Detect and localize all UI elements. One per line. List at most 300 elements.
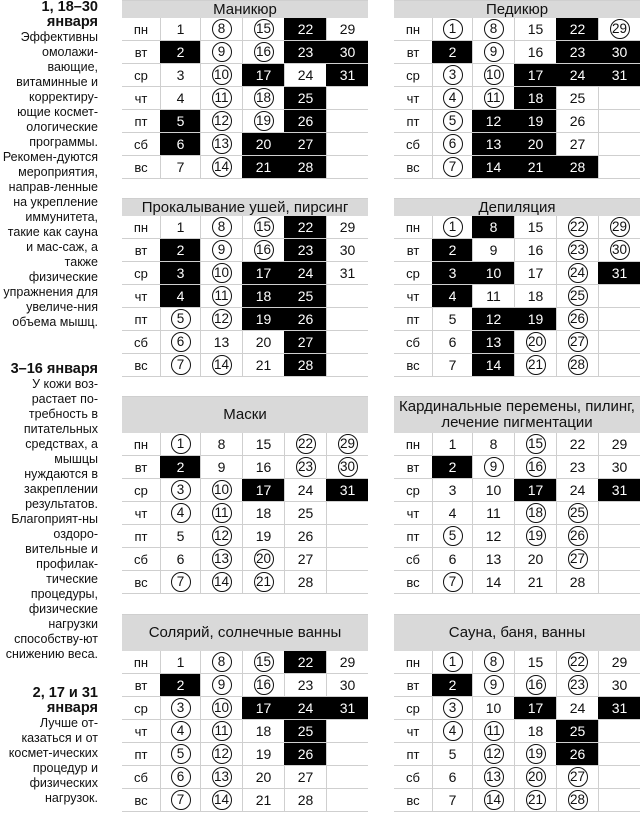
unfavorable-day <box>160 110 200 132</box>
day-number: 5 <box>171 309 191 329</box>
day-number: 15 <box>527 219 544 235</box>
day-number: 15 <box>527 21 544 37</box>
day-number: 28 <box>297 792 314 808</box>
day-number: 7 <box>171 572 191 592</box>
day-number: 13 <box>212 767 232 787</box>
day-number: 18 <box>255 723 272 739</box>
calendar-panel <box>122 0 368 179</box>
favorable-day <box>200 41 242 63</box>
neutral-day <box>472 502 514 524</box>
unfavorable-day <box>160 133 200 155</box>
day-number: 11 <box>484 88 504 108</box>
day-number: 17 <box>527 482 544 498</box>
favorable-day <box>160 697 200 719</box>
day-number: 2 <box>176 44 185 60</box>
day-number: 18 <box>254 88 274 108</box>
day-number: 11 <box>212 503 232 523</box>
day-number: 24 <box>297 67 314 83</box>
favorable-day <box>514 766 556 788</box>
weekday-label: чт <box>406 505 420 521</box>
favorable-day <box>432 697 472 719</box>
calendar-week-row <box>122 133 368 156</box>
day-number: 11 <box>212 88 232 108</box>
neutral-day <box>598 456 640 478</box>
unfavorable-day <box>598 479 640 501</box>
unfavorable-day <box>514 87 556 109</box>
neutral-day <box>326 571 368 593</box>
weekday-label: пт <box>406 311 420 327</box>
note-block-1 <box>0 0 98 330</box>
unfavorable-day <box>514 156 556 178</box>
day-number: 4 <box>443 721 463 741</box>
neutral-day <box>326 674 368 696</box>
day-number: 1 <box>176 219 185 235</box>
unfavorable-day <box>284 743 326 765</box>
neutral-day <box>472 571 514 593</box>
day-number: 12 <box>212 111 232 131</box>
weekday-label: пт <box>134 311 148 327</box>
day-number: 7 <box>443 572 463 592</box>
neutral-day <box>598 87 640 109</box>
day-number: 15 <box>527 654 544 670</box>
note-title-3: 2, 17 и 31 января <box>32 685 98 716</box>
day-number: 16 <box>526 457 546 477</box>
day-number: 4 <box>176 90 185 106</box>
weekday-label: сб <box>406 769 420 785</box>
neutral-day <box>284 674 326 696</box>
favorable-day <box>432 216 472 238</box>
day-number: 1 <box>176 654 185 670</box>
unfavorable-day <box>432 239 472 261</box>
neutral-day <box>284 502 326 524</box>
neutral-day <box>598 789 640 811</box>
calendar-week-row <box>122 216 368 239</box>
day-number: 6 <box>443 134 463 154</box>
favorable-day <box>514 502 556 524</box>
calendar-week-row <box>394 525 640 548</box>
day-number: 28 <box>568 790 588 810</box>
favorable-day <box>200 64 242 86</box>
day-number: 17 <box>255 265 272 281</box>
neutral-day <box>514 18 556 40</box>
day-number: 19 <box>527 113 544 129</box>
day-number: 2 <box>448 459 457 475</box>
weekday-label: вс <box>134 357 148 373</box>
unfavorable-day <box>556 64 598 86</box>
day-number: 16 <box>254 675 274 695</box>
calendar-week-row <box>122 502 368 525</box>
neutral-day <box>514 41 556 63</box>
day-number: 21 <box>526 790 546 810</box>
neutral-day <box>472 239 514 261</box>
favorable-day <box>242 651 284 673</box>
neutral-day <box>284 548 326 570</box>
neutral-day <box>598 502 640 524</box>
neutral-day <box>598 743 640 765</box>
neutral-day <box>284 525 326 547</box>
neutral-day <box>284 64 326 86</box>
day-number: 1 <box>443 19 463 39</box>
day-number: 28 <box>297 574 314 590</box>
favorable-day <box>472 766 514 788</box>
calendar-week-row <box>394 433 640 456</box>
weekday-label: чт <box>134 505 148 521</box>
favorable-day <box>326 456 368 478</box>
weekday-label: вт <box>134 242 148 258</box>
neutral-day <box>242 789 284 811</box>
day-number: 22 <box>569 436 586 452</box>
neutral-day <box>326 651 368 673</box>
calendar-week-row <box>394 720 640 743</box>
day-number: 21 <box>255 357 272 373</box>
day-number: 25 <box>569 90 586 106</box>
day-number: 4 <box>176 288 185 304</box>
neutral-day <box>326 331 368 353</box>
favorable-day <box>432 87 472 109</box>
favorable-day <box>242 239 284 261</box>
favorable-day <box>200 697 242 719</box>
day-number: 16 <box>255 459 272 475</box>
calendar-week-row <box>394 133 640 156</box>
neutral-day <box>242 433 284 455</box>
calendar-week-row <box>394 697 640 720</box>
unfavorable-day <box>472 331 514 353</box>
calendar-week-row <box>394 479 640 502</box>
day-number: 20 <box>526 767 546 787</box>
day-number: 29 <box>610 19 630 39</box>
day-number: 9 <box>489 242 498 258</box>
favorable-day <box>160 743 200 765</box>
unfavorable-day <box>284 41 326 63</box>
day-number: 27 <box>569 136 586 152</box>
favorable-day <box>200 354 242 376</box>
favorable-day <box>200 548 242 570</box>
neutral-day <box>326 548 368 570</box>
unfavorable-day <box>472 262 514 284</box>
day-number: 21 <box>527 574 544 590</box>
unfavorable-day <box>598 262 640 284</box>
unfavorable-day <box>432 262 472 284</box>
neutral-day <box>326 87 368 109</box>
favorable-day <box>514 525 556 547</box>
day-number: 20 <box>526 332 546 352</box>
weekday-label: ср <box>406 482 420 498</box>
calendar-week-row <box>394 110 640 133</box>
calendar-week-row <box>122 308 368 331</box>
favorable-day <box>556 262 598 284</box>
neutral-day <box>326 502 368 524</box>
neutral-day <box>242 720 284 742</box>
neutral-day <box>326 525 368 547</box>
weekday-label: чт <box>134 288 148 304</box>
favorable-day <box>556 502 598 524</box>
day-number: 19 <box>526 526 546 546</box>
day-number: 17 <box>255 67 272 83</box>
day-number: 21 <box>255 792 272 808</box>
weekday-label: сб <box>406 551 420 567</box>
day-number: 7 <box>171 790 191 810</box>
day-number: 3 <box>171 698 191 718</box>
unfavorable-day <box>598 41 640 63</box>
neutral-day <box>242 456 284 478</box>
day-number: 30 <box>610 240 630 260</box>
neutral-day <box>326 285 368 307</box>
favorable-day <box>160 308 200 330</box>
neutral-day <box>242 525 284 547</box>
weekday-label: ср <box>134 67 148 83</box>
day-number: 18 <box>527 288 544 304</box>
day-number: 28 <box>297 357 314 373</box>
day-number: 30 <box>339 677 356 693</box>
neutral-day <box>556 110 598 132</box>
unfavorable-day <box>284 697 326 719</box>
calendar-week-row <box>394 18 640 41</box>
day-number: 17 <box>527 265 544 281</box>
neutral-day <box>598 331 640 353</box>
neutral-day <box>472 548 514 570</box>
calendar-week-row <box>122 720 368 743</box>
day-number: 14 <box>485 574 502 590</box>
favorable-day <box>200 720 242 742</box>
neutral-day <box>598 571 640 593</box>
unfavorable-day <box>432 41 472 63</box>
day-number: 19 <box>255 311 272 327</box>
neutral-day <box>514 548 556 570</box>
day-number: 15 <box>254 652 274 672</box>
day-number: 9 <box>212 675 232 695</box>
favorable-day <box>514 743 556 765</box>
day-number: 10 <box>212 480 232 500</box>
calendar-week-row <box>394 571 640 594</box>
day-number: 28 <box>569 574 586 590</box>
day-number: 28 <box>297 159 314 175</box>
day-number: 31 <box>339 700 356 716</box>
day-number: 25 <box>568 286 588 306</box>
day-number: 12 <box>485 528 502 544</box>
day-number: 30 <box>611 677 628 693</box>
weekday-label: чт <box>134 723 148 739</box>
day-number: 26 <box>297 746 314 762</box>
neutral-day <box>598 308 640 330</box>
day-number: 8 <box>484 652 504 672</box>
calendar-title: Маникюр <box>122 1 368 18</box>
day-number: 5 <box>171 744 191 764</box>
day-number: 13 <box>485 334 502 350</box>
favorable-day <box>432 525 472 547</box>
favorable-day <box>200 651 242 673</box>
day-number: 19 <box>527 311 544 327</box>
favorable-day <box>160 789 200 811</box>
favorable-day <box>200 18 242 40</box>
day-number: 17 <box>255 482 272 498</box>
weekday-label: пн <box>133 21 149 37</box>
neutral-day <box>326 262 368 284</box>
favorable-day <box>200 216 242 238</box>
neutral-day <box>200 433 242 455</box>
neutral-day <box>598 548 640 570</box>
favorable-day <box>556 651 598 673</box>
unfavorable-day <box>326 64 368 86</box>
neutral-day <box>284 789 326 811</box>
favorable-day <box>160 479 200 501</box>
weekday-label: вт <box>406 242 420 258</box>
neutral-day <box>326 354 368 376</box>
weekday-label: ср <box>134 265 148 281</box>
weekday-label: пн <box>405 21 421 37</box>
day-number: 10 <box>485 700 502 716</box>
neutral-day <box>598 285 640 307</box>
favorable-day <box>556 354 598 376</box>
calendar-week-row <box>394 651 640 674</box>
weekday-label: пн <box>405 436 421 452</box>
day-number: 23 <box>568 675 588 695</box>
day-number: 16 <box>526 675 546 695</box>
unfavorable-day <box>514 697 556 719</box>
neutral-day <box>598 525 640 547</box>
day-number: 9 <box>484 457 504 477</box>
day-number: 4 <box>171 721 191 741</box>
day-number: 6 <box>448 769 457 785</box>
calendar-week-row <box>394 331 640 354</box>
favorable-day <box>472 789 514 811</box>
day-number: 4 <box>443 88 463 108</box>
day-number: 7 <box>171 355 191 375</box>
unfavorable-day <box>284 216 326 238</box>
favorable-day <box>556 239 598 261</box>
favorable-day <box>242 18 284 40</box>
unfavorable-day <box>242 156 284 178</box>
neutral-day <box>326 308 368 330</box>
neutral-day <box>598 766 640 788</box>
favorable-day <box>200 285 242 307</box>
day-number: 8 <box>489 436 498 452</box>
day-number: 24 <box>569 482 586 498</box>
day-number: 24 <box>297 265 314 281</box>
favorable-day <box>160 766 200 788</box>
day-number: 5 <box>448 746 457 762</box>
favorable-day <box>432 110 472 132</box>
day-number: 9 <box>217 459 226 475</box>
neutral-day <box>242 766 284 788</box>
day-number: 22 <box>568 217 588 237</box>
day-number: 12 <box>485 113 502 129</box>
neutral-day <box>326 766 368 788</box>
day-number: 9 <box>484 675 504 695</box>
day-number: 29 <box>611 436 628 452</box>
weekday-label: сб <box>134 334 148 350</box>
day-number: 15 <box>254 19 274 39</box>
day-number: 4 <box>448 505 457 521</box>
unfavorable-day <box>598 697 640 719</box>
day-number: 26 <box>297 528 314 544</box>
day-number: 29 <box>339 654 356 670</box>
day-number: 18 <box>255 505 272 521</box>
calendar-week-row <box>394 789 640 812</box>
day-number: 18 <box>527 90 544 106</box>
weekday-label: вт <box>406 459 420 475</box>
favorable-day <box>472 651 514 673</box>
unfavorable-day <box>514 308 556 330</box>
calendar-week-row <box>394 239 640 262</box>
unfavorable-day <box>242 285 284 307</box>
weekday-label: ср <box>406 265 420 281</box>
note-text-3: Лучше от-казаться и от космет-ических процедур и физических нагрузок. <box>8 716 98 805</box>
neutral-day <box>514 651 556 673</box>
calendar-week-row <box>122 479 368 502</box>
weekday-label: пт <box>134 113 148 129</box>
calendar-panel <box>394 614 640 812</box>
weekday-label: вт <box>406 44 420 60</box>
weekday-label: чт <box>406 288 420 304</box>
favorable-day <box>556 674 598 696</box>
day-number: 12 <box>212 744 232 764</box>
day-number: 2 <box>176 242 185 258</box>
neutral-day <box>242 354 284 376</box>
neutral-day <box>432 479 472 501</box>
day-number: 3 <box>176 265 185 281</box>
favorable-day <box>472 41 514 63</box>
calendar-week-row <box>122 789 368 812</box>
day-number: 25 <box>569 723 586 739</box>
calendar-week-row <box>122 766 368 789</box>
unfavorable-day <box>556 743 598 765</box>
neutral-day <box>432 433 472 455</box>
day-number: 14 <box>484 790 504 810</box>
day-number: 15 <box>526 434 546 454</box>
weekday-label: пн <box>405 219 421 235</box>
day-number: 14 <box>212 157 232 177</box>
favorable-day <box>160 571 200 593</box>
unfavorable-day <box>432 456 472 478</box>
calendar-week-row <box>122 548 368 571</box>
weekday-label: вт <box>134 44 148 60</box>
day-number: 11 <box>484 721 504 741</box>
day-number: 27 <box>297 136 314 152</box>
favorable-day <box>200 133 242 155</box>
favorable-day <box>200 502 242 524</box>
favorable-day <box>160 502 200 524</box>
favorable-day <box>432 156 472 178</box>
unfavorable-day <box>284 354 326 376</box>
neutral-day <box>242 331 284 353</box>
day-number: 3 <box>171 480 191 500</box>
neutral-day <box>514 285 556 307</box>
day-number: 8 <box>489 219 498 235</box>
day-number: 27 <box>568 767 588 787</box>
calendar-week-row <box>394 308 640 331</box>
calendar-week-row <box>394 354 640 377</box>
unfavorable-day <box>284 331 326 353</box>
neutral-day <box>472 285 514 307</box>
unfavorable-day <box>284 156 326 178</box>
calendar-title: Педикюр <box>394 1 640 18</box>
unfavorable-day <box>326 41 368 63</box>
day-number: 23 <box>297 44 314 60</box>
day-number: 22 <box>297 654 314 670</box>
neutral-day <box>326 743 368 765</box>
neutral-day <box>326 133 368 155</box>
weekday-label: пт <box>406 746 420 762</box>
calendar-week-row <box>122 331 368 354</box>
favorable-day <box>556 789 598 811</box>
favorable-day <box>200 479 242 501</box>
day-number: 8 <box>484 19 504 39</box>
calendar-panel <box>122 396 368 594</box>
unfavorable-day <box>556 41 598 63</box>
day-number: 21 <box>255 159 272 175</box>
day-number: 21 <box>526 355 546 375</box>
neutral-day <box>160 651 200 673</box>
